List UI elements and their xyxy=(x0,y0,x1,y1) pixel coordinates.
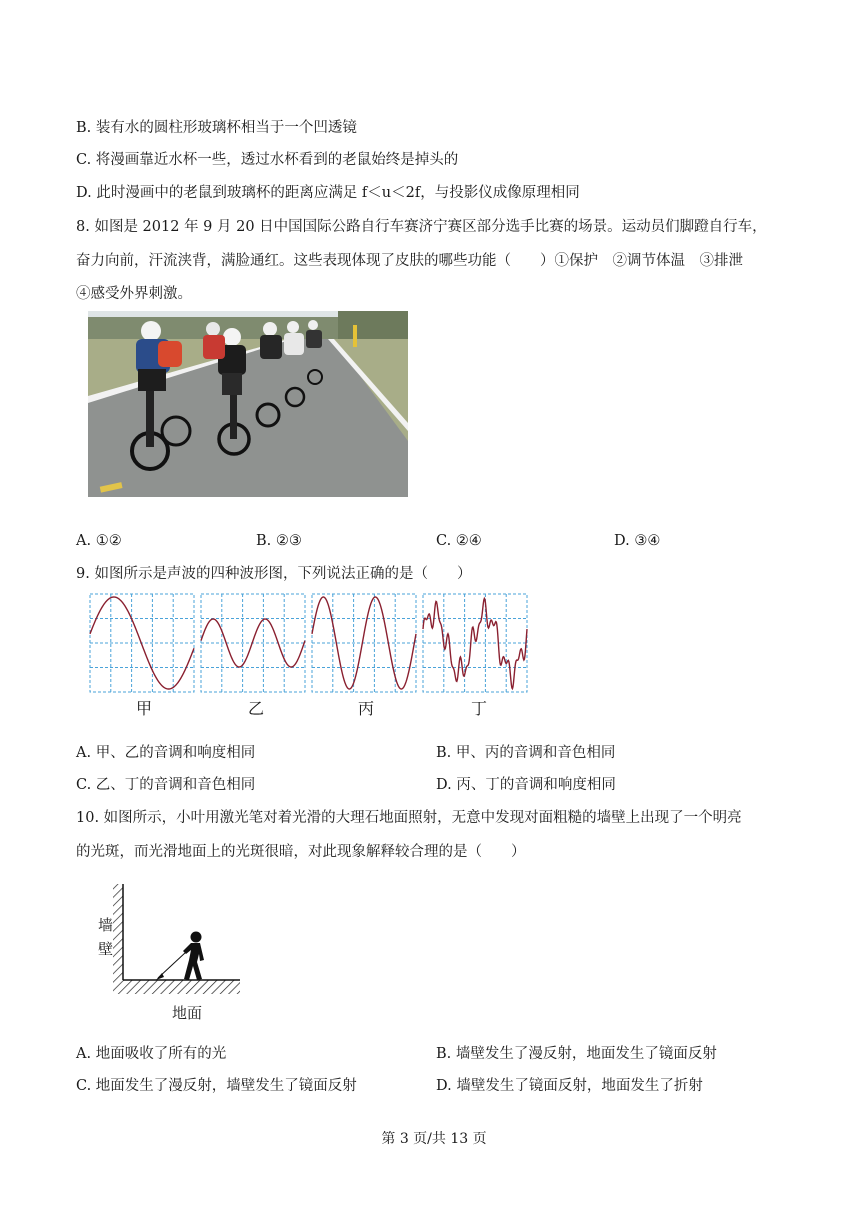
wall-label-1: 墙 xyxy=(98,916,114,934)
q7-option-b: B. 装有水的圆柱形玻璃杯相当于一个凹透镜 xyxy=(76,120,357,136)
waveform-panel-bing xyxy=(312,594,416,692)
q9-option-a: A. 甲、乙的音调和响度相同 xyxy=(76,745,256,761)
wave-label-yi: 乙 xyxy=(248,699,265,718)
q10-stem-line-1: 10. 如图所示，小叶用激光笔对着光滑的大理石地面照射，无意中发现对面粗糙的墙壁上出现了一个明亮 xyxy=(76,810,742,826)
ground-label: 地面 xyxy=(172,1004,203,1022)
q10-option-b: B. 墙壁发生了漫反射，地面发生了镜面反射 xyxy=(436,1046,717,1062)
q9-option-b: B. 甲、丙的音调和音色相同 xyxy=(436,745,616,761)
sound-waveform-figure xyxy=(88,592,530,718)
wave-label-jia: 甲 xyxy=(136,699,153,718)
q8-option-d: D. ③④ xyxy=(614,533,661,549)
q10-option-c: C. 地面发生了漫反射，墙壁发生了镜面反射 xyxy=(76,1078,357,1094)
q8-option-b: B. ②③ xyxy=(256,533,302,549)
q9-option-d: D. 丙、丁的音调和响度相同 xyxy=(436,777,616,793)
wall-ground-laser-figure xyxy=(96,880,246,1022)
q10-option-d: D. 墙壁发生了镜面反射，地面发生了折射 xyxy=(436,1078,703,1094)
waveform-panel-yi xyxy=(201,594,305,692)
q8-option-a: A. ①② xyxy=(76,533,122,549)
page-footer: 第 3 页/共 13 页 xyxy=(381,1131,487,1147)
wave-ding xyxy=(423,598,527,688)
q8-stem-line-3: ④感受外界刺激。 xyxy=(76,286,192,302)
wave-label-ding: 丁 xyxy=(471,699,488,718)
q9-stem: 9. 如图所示是声波的四种波形图，下列说法正确的是（ ） xyxy=(76,566,472,582)
q7-option-d: D. 此时漫画中的老鼠到玻璃杯的距离应满足 f＜u＜2f，与投影仪成像原理相同 xyxy=(76,185,580,201)
q8-stem-line-2: 奋力向前，汗流浃背，满脸通红。这些表现体现了皮肤的哪些功能（ ）①保护 ②调节体温 ③排泄 xyxy=(76,253,743,269)
q10-option-a: A. 地面吸收了所有的光 xyxy=(76,1046,227,1062)
q8-option-c: C. ②④ xyxy=(436,533,482,549)
q8-stem-line-1: 8. 如图是 2012 年 9 月 20 日中国国际公路自行车赛济宁赛区部分选手比赛的场景。运动员们脚蹬自行车， xyxy=(76,219,767,235)
wall-label-2: 壁 xyxy=(98,940,114,958)
wave-label-bing: 丙 xyxy=(358,699,375,718)
waveform-panel-ding xyxy=(423,594,527,692)
q10-stem-line-2: 的光斑，而光滑地面上的光斑很暗，对此现象解释较合理的是（ ） xyxy=(76,844,526,860)
person-with-laser-icon xyxy=(183,932,204,981)
cycling-race-photo xyxy=(88,311,408,497)
q7-option-c: C. 将漫画靠近水杯一些，透过水杯看到的老鼠始终是掉头的 xyxy=(76,152,459,168)
q9-option-c: C. 乙、丁的音调和音色相同 xyxy=(76,777,256,793)
